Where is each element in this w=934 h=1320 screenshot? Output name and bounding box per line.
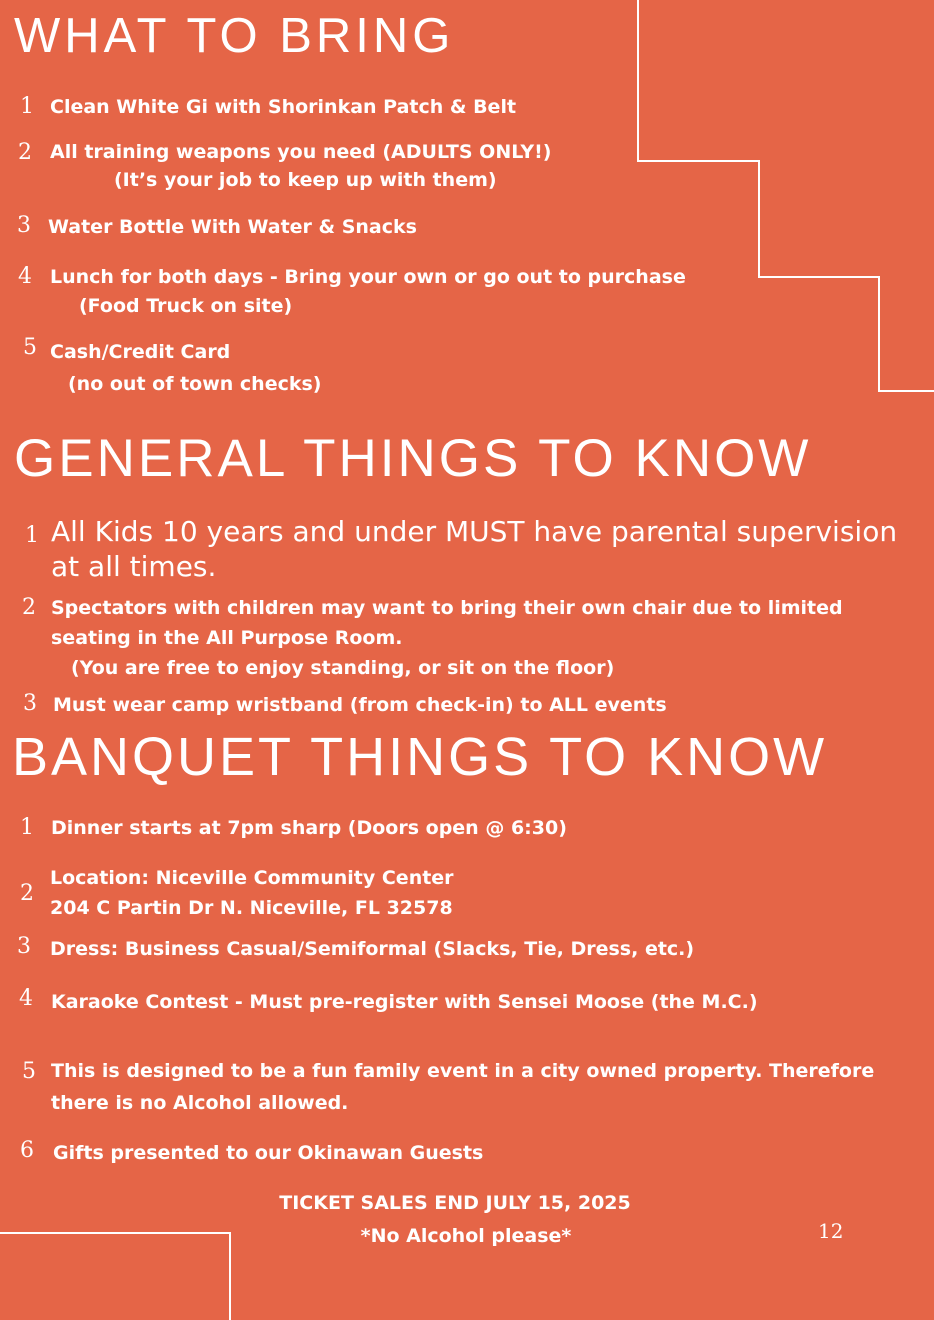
decor-line (637, 0, 639, 161)
general-item-1-line1: All Kids 10 years and under MUST have parental supervision (51, 515, 898, 548)
banquet-item-2-address: 204 C Partin Dr N. Niceville, FL 32578 (50, 897, 453, 919)
decor-line (878, 390, 934, 392)
item-number: 2 (22, 595, 36, 620)
banquet-item-5: This is designed to be a fun family event in a city owned property. Therefore (51, 1060, 875, 1082)
page-number: 12 (818, 1219, 844, 1243)
item-number: 2 (20, 881, 34, 906)
what-to-bring-item-2: All training weapons you need (ADULTS ONLY!) (50, 141, 552, 163)
banquet-item-4: Karaoke Contest - Must pre-register with Sensei Moose (the M.C.) (51, 991, 758, 1013)
decor-line (758, 160, 760, 277)
item-number: 1 (25, 523, 39, 548)
general-item-2: Spectators with children may want to bring their own chair due to limited (51, 597, 843, 619)
what-to-bring-item-3: Water Bottle With Water & Snacks (48, 216, 417, 238)
item-number: 6 (20, 1138, 34, 1163)
item-number: 4 (18, 264, 32, 289)
general-item-1 (51, 514, 897, 584)
ticket-sales-notice: TICKET SALES END JULY 15, 2025 (279, 1192, 631, 1214)
what-to-bring-item-4: Lunch for both days - Bring your own or go out to purchase (50, 266, 686, 288)
banquet-item-5-line2: there is no Alcohol allowed. (51, 1092, 349, 1114)
what-to-bring-heading: WHAT TO BRING (14, 9, 455, 63)
item-number: 1 (20, 815, 34, 840)
what-to-bring-item-5-note: (no out of town checks) (68, 373, 322, 395)
item-number: 4 (19, 986, 33, 1011)
what-to-bring-item-4-note: (Food Truck on site) (79, 295, 293, 317)
item-number: 3 (23, 691, 37, 716)
item-number: 3 (17, 213, 31, 238)
banquet-item-3: Dress: Business Casual/Semiformal (Slacks, Tie, Dress, etc.) (50, 938, 695, 960)
what-to-bring-item-5: Cash/Credit Card (50, 341, 231, 363)
banquet-item-6: Gifts presented to our Okinawan Guests (53, 1142, 484, 1164)
banquet-item-2: Location: Niceville Community Center (50, 867, 454, 889)
general-item-3: Must wear camp wristband (from check-in) to ALL events (53, 694, 667, 716)
general-heading: GENERAL THINGS TO KNOW (14, 429, 812, 488)
general-item-1-line2: at all times. (51, 550, 217, 583)
banquet-item-1: Dinner starts at 7pm sharp (Doors open @ 6:30) (51, 817, 567, 839)
what-to-bring-item-2-note: (It’s your job to keep up with them) (114, 169, 497, 191)
what-to-bring-item-1: Clean White Gi with Shorinkan Patch & Belt (50, 96, 517, 118)
item-number: 5 (23, 335, 37, 360)
item-number: 3 (17, 934, 31, 959)
decor-line (637, 160, 759, 162)
decor-line (758, 276, 880, 278)
decor-line (878, 276, 880, 392)
general-item-2-line2: seating in the All Purpose Room. (51, 627, 403, 649)
banquet-heading: BANQUET THINGS TO KNOW (12, 727, 828, 787)
general-item-2-note: (You are free to enjoy standing, or sit on the floor) (71, 657, 615, 679)
no-alcohol-notice: *No Alcohol please* (360, 1225, 572, 1247)
item-number: 5 (22, 1059, 36, 1084)
item-number: 1 (20, 94, 34, 119)
item-number: 2 (18, 140, 32, 165)
